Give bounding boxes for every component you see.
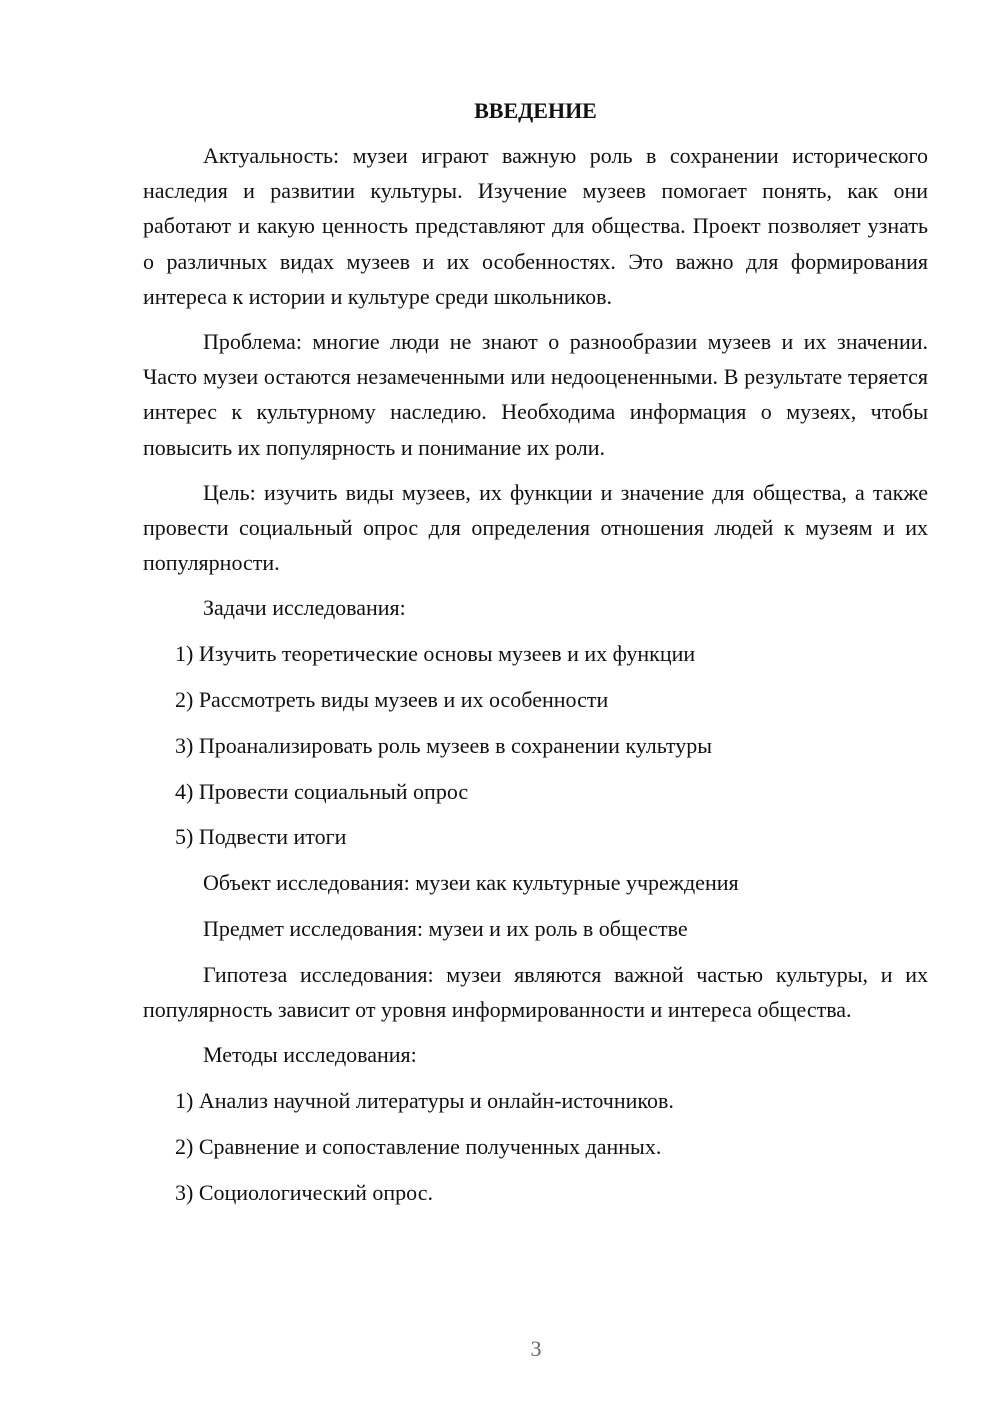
section-title: ВВЕДЕНИЕ (474, 98, 597, 123)
task-item: 4) Провести социальный опрос (175, 778, 469, 804)
method-item: 2) Сравнение и сопоставление полученных данных. (175, 1133, 662, 1159)
goal-paragraph: Цель: изучить виды музеев, их функции и значение для общества, а также провести социальный опрос для определения отношения людей к музеям и их популярности. (143, 479, 928, 576)
task-item: 2) Рассмотреть виды музеев и их особенности (175, 687, 609, 713)
task-item: 3) Проанализировать роль музеев в сохранении культуры (175, 732, 713, 758)
method-item: 3) Социологический опрос. (175, 1179, 433, 1205)
relevance-paragraph: Актуальность: музеи играют важную роль в сохранении исторического наследия и развитии культуры. Изучение музеев помогает понять, как они работают и какую ценность представляют для общества. Проект позволяет узнать о различных видах музеев и их особенностях. Это важно для формирования интереса к истории и культуре среди школьников. (143, 143, 928, 309)
page-content (143, 96, 928, 1220)
problem-paragraph: Проблема: многие люди не знают о разнообразии музеев и их значении. Часто музеи остаются незамеченными или недооцененными. В результате теряется интерес к культурному наследию. Необходима информация о музеях, чтобы повысить их популярность и понимание их роли. (143, 329, 928, 460)
object-paragraph: Объект исследования: музеи как культурные учреждения (203, 870, 739, 896)
task-item: 1) Изучить теоретические основы музеев и их функции (175, 641, 696, 667)
hypothesis-paragraph: Гипотеза исследования: музеи являются важной частью культуры, и их популярность зависит от уровня информированности и интереса общества. (143, 961, 928, 1023)
method-item: 1) Анализ научной литературы и онлайн-источников. (175, 1088, 674, 1114)
tasks-list (143, 636, 928, 854)
tasks-heading: Задачи исследования: (203, 595, 406, 621)
page-number: 3 (530, 1336, 542, 1361)
task-item: 5) Подвести итоги (175, 824, 347, 850)
methods-heading: Методы исследования: (203, 1042, 417, 1068)
methods-list (143, 1083, 928, 1210)
subject-paragraph: Предмет исследования: музеи и их роль в обществе (203, 916, 688, 942)
